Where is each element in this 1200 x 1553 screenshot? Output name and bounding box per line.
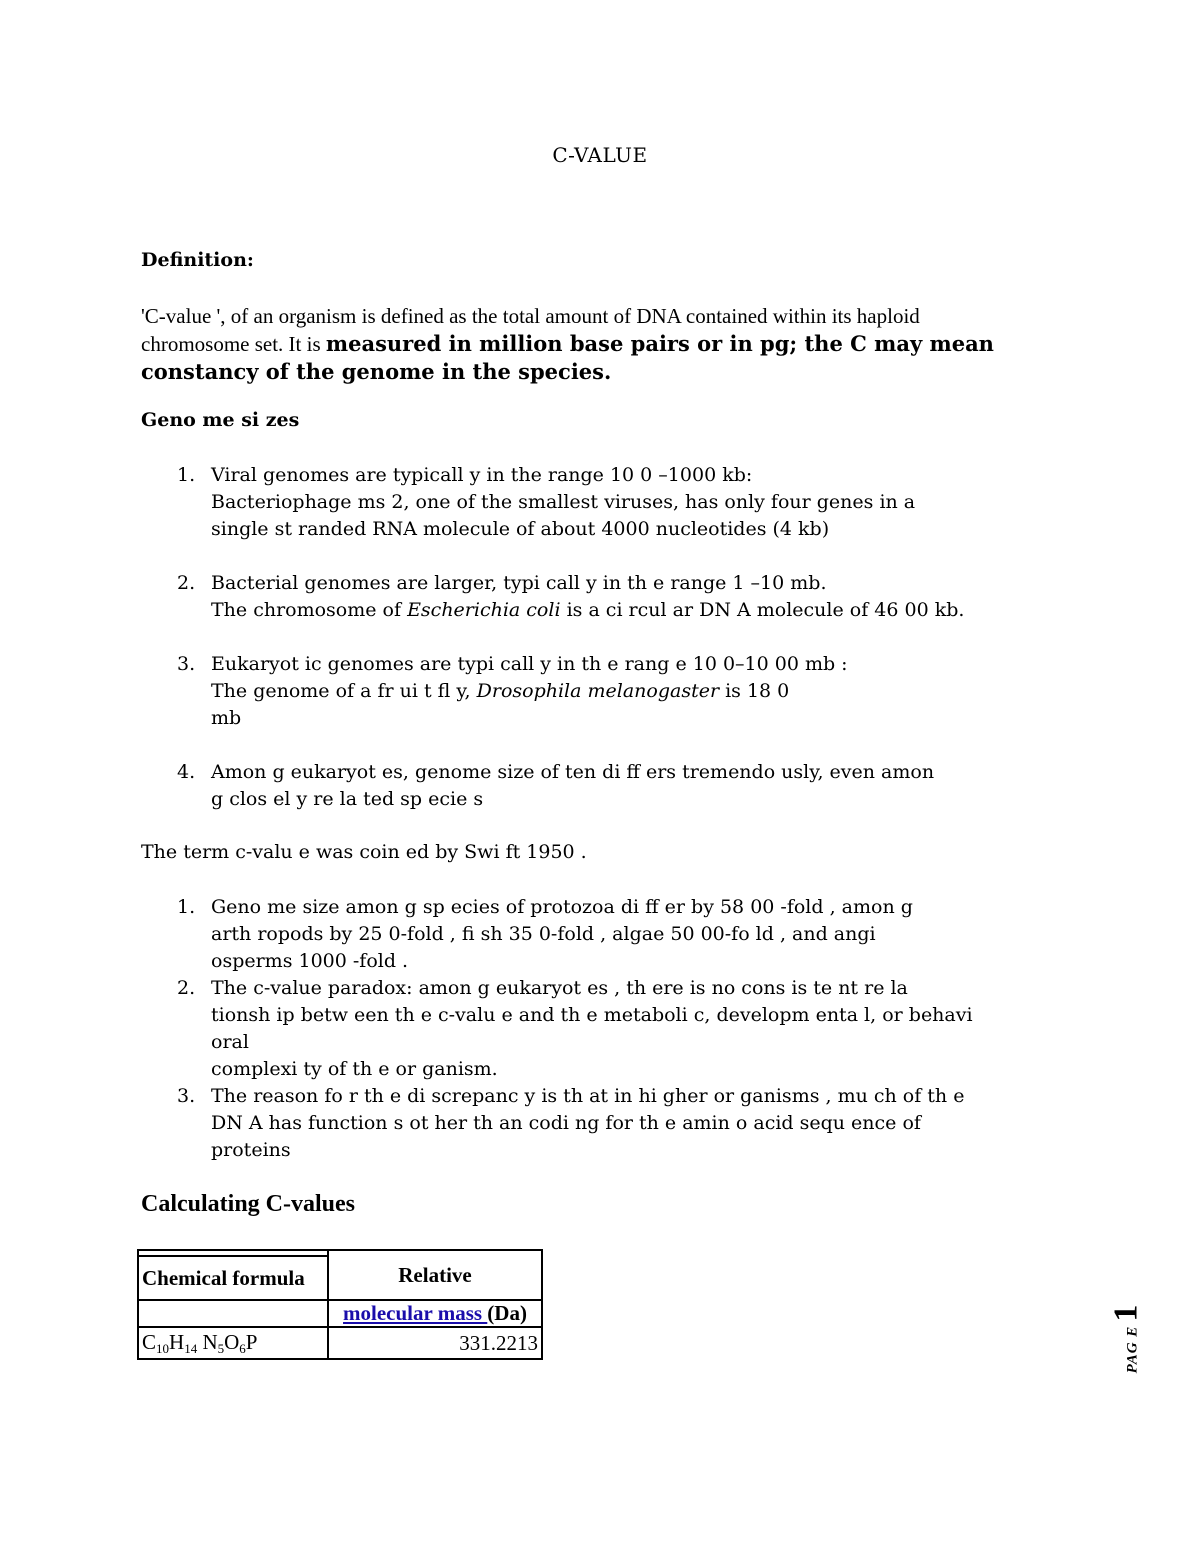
list-item-line: proteins: [211, 1139, 291, 1161]
list-item-line: mb: [211, 707, 242, 729]
list-item-number: 3.: [177, 653, 196, 675]
list-item: [141, 894, 1101, 975]
list-item-line: complexi ty of th e or ganism.: [211, 1058, 498, 1080]
list-item: [141, 462, 1101, 543]
element-symbol: H: [169, 1329, 185, 1354]
list-item-line: The c-value paradox: amon g eukaryot es , th ere is no cons is te nt re la: [211, 977, 908, 999]
page-number: 1: [1107, 1304, 1145, 1322]
definition-paragraph: [141, 303, 994, 386]
species-name: Drosophila melanogaster: [476, 680, 720, 702]
list-item-line: g clos el y re la ted sp ecie s: [211, 788, 484, 810]
text-segment: is 18 0: [719, 680, 790, 702]
calculating-heading: Calculating C-values: [141, 1191, 356, 1217]
header-relative: Relative: [328, 1250, 542, 1300]
list-item-line: Eukaryot ic genomes are typi call y in th e rang e 10 0–10 00 mb :: [211, 653, 848, 675]
list-item-number: 3.: [177, 1085, 196, 1107]
page-number-rotated: [1107, 1305, 1145, 1374]
list-item-line: Viral genomes are typicall y in the range 10 0 –1000 kb:: [211, 464, 753, 486]
list-item: [141, 651, 1101, 732]
element-symbol: C: [142, 1329, 157, 1354]
page-label: PAG E: [1124, 1325, 1141, 1374]
text-segment: The chromosome of: [211, 599, 408, 621]
subscript: 14: [184, 1340, 198, 1356]
list-item-line: osperms 1000 -fold .: [211, 950, 409, 972]
list-item-line: [211, 597, 1101, 624]
list-item: [141, 975, 1101, 1083]
definition-line-1: 'C-value ', of an organism is defined as the total amount of DNA contained within its haploid: [141, 304, 920, 328]
list-item-line: DN A has function s ot her th an codi ng for th e amin o acid sequ ence of: [211, 1112, 921, 1134]
list-item-number: 1.: [177, 464, 196, 486]
page-number-mark: [1107, 1290, 1162, 1380]
list-item-line: single st randed RNA molecule of about 4000 nucleotides (4 kb): [211, 518, 830, 540]
element-symbol: N: [197, 1329, 218, 1354]
list-item-line: Amon g eukaryot es, genome size of ten di ff ers tremendo usly, even amon: [211, 761, 935, 783]
list-item-line: oral: [211, 1031, 249, 1053]
term-line: The term c-valu e was coin ed by Swi ft 1950 .: [141, 841, 587, 863]
definition-line-2-plain: chromosome set. It is: [141, 332, 326, 356]
element-symbol: P: [245, 1329, 258, 1354]
text-segment: is a ci rcul ar DN A molecule of 46 00 kb.: [560, 599, 965, 621]
definition-line-3: [141, 358, 994, 386]
formula-table: [137, 1249, 543, 1360]
definition-heading: Definition:: [141, 249, 254, 271]
definition-line-3-bold: constancy of the genome in the species.: [141, 359, 612, 384]
list-item: [141, 570, 1101, 624]
element-symbol: O: [224, 1329, 240, 1354]
genome-sizes-heading: Geno me si zes: [141, 409, 300, 431]
species-name: Escherichia coli: [407, 599, 561, 621]
molecular-mass-link[interactable]: molecular mass: [343, 1301, 488, 1325]
list-item-line: [211, 678, 1101, 705]
list-item-number: 2.: [177, 977, 196, 999]
text-segment: The genome of a fr ui t fl y,: [211, 680, 477, 702]
list-item-line: Bacterial genomes are larger, typi call y in th e range 1 –10 mb.: [211, 572, 827, 594]
list-item-line: tionsh ip betw een th e c-valu e and th e metaboli c, developm enta l, or behavi: [211, 1004, 973, 1026]
list-item-line: Bacteriophage ms 2, one of the smallest viruses, has only four genes in a: [211, 491, 916, 513]
list-item-number: 2.: [177, 572, 196, 594]
page-title: C-VALUE: [552, 143, 648, 167]
header-chemical-formula: Chemical formula: [138, 1256, 328, 1300]
header-molecular-mass: [328, 1300, 542, 1327]
list-item: [141, 1083, 1101, 1164]
list-item-number: 4.: [177, 761, 196, 783]
unit-label: (Da): [487, 1301, 527, 1325]
formula-cell: [138, 1327, 328, 1359]
list-item-line: The reason fo r th e di screpanc y is th at in hi gher or ganisms , mu ch of th e: [211, 1085, 965, 1107]
subscript: 10: [156, 1340, 170, 1356]
list-item: [141, 759, 1101, 813]
list-item-line: arth ropods by 25 0-fold , fi sh 35 0-fold , algae 50 00-fo ld , and angi: [211, 923, 876, 945]
definition-line-2: [141, 330, 994, 358]
subscript: 6: [239, 1340, 246, 1356]
table-cell-blank: [138, 1300, 328, 1327]
subscript: 5: [217, 1340, 225, 1356]
paradox-list: [141, 894, 1101, 1164]
definition-line-2-bold: measured in million base pairs or in pg; the C may mean: [325, 331, 994, 356]
list-item-line: Geno me size amon g sp ecies of protozoa di ff er by 58 00 -fold , amon g: [211, 896, 913, 918]
genome-sizes-list: [141, 462, 1101, 813]
list-item-number: 1.: [177, 896, 196, 918]
mass-value-cell: 331.2213: [328, 1327, 542, 1359]
